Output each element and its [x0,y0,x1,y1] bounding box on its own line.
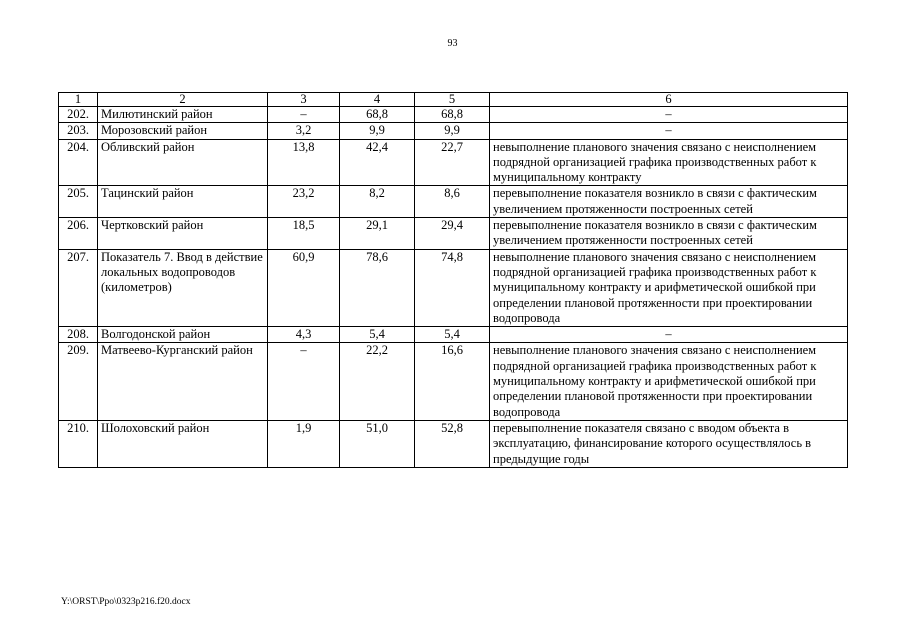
table-row [59,249,848,326]
header-col-4: 4 [340,93,415,107]
row-value-col4: 22,2 [340,343,415,420]
row-number: 204. [59,139,98,186]
row-name: Шолоховский район [98,420,268,467]
row-value-col4: 29,1 [340,218,415,250]
row-note: перевыполнение показателя возникло в связи с фактическим увеличением протяженности построенных сетей [490,186,848,218]
header-col-1: 1 [59,93,98,107]
row-note: невыполнение планового значения связано с неисполнением подрядной организацией графика производственных работ к муниципальному контракту и арифметической ошибкой при определении плановой протяженности при проектировании водопровода [490,249,848,326]
table-header-row [59,93,848,107]
row-value-col5: 22,7 [415,139,490,186]
row-name: Чертковский район [98,218,268,250]
row-value-col5: 5,4 [415,327,490,343]
row-name: Показатель 7. Ввод в действие локальных водопроводов (километров) [98,249,268,326]
row-value-col5: 68,8 [415,107,490,123]
header-col-5: 5 [415,93,490,107]
table-row [59,123,848,139]
row-note: перевыполнение показателя возникло в связи с фактическим увеличением протяженности построенных сетей [490,218,848,250]
row-value-col5: 16,6 [415,343,490,420]
row-value-col5: 8,6 [415,186,490,218]
row-value-col4: 51,0 [340,420,415,467]
table-row [59,327,848,343]
row-name: Тацинский район [98,186,268,218]
row-number: 208. [59,327,98,343]
row-name: Обливский район [98,139,268,186]
table-row [59,139,848,186]
row-number: 206. [59,218,98,250]
table-row [59,420,848,467]
row-value-col3: 1,9 [268,420,340,467]
row-note: – [490,107,848,123]
row-value-col5: 29,4 [415,218,490,250]
row-value-col3: 60,9 [268,249,340,326]
data-table [58,92,848,468]
row-name: Морозовский район [98,123,268,139]
row-note: – [490,327,848,343]
row-value-col4: 78,6 [340,249,415,326]
table-row [59,107,848,123]
row-number: 210. [59,420,98,467]
row-note: – [490,123,848,139]
row-note: невыполнение планового значения связано с неисполнением подрядной организацией графика производственных работ к муниципальному контракту и арифметической ошибкой при определении плановой протяженности при проектировании водопровода [490,343,848,420]
row-name: Волгодонской район [98,327,268,343]
row-number: 207. [59,249,98,326]
row-name: Милютинский район [98,107,268,123]
row-value-col3: 3,2 [268,123,340,139]
header-col-3: 3 [268,93,340,107]
row-number: 203. [59,123,98,139]
page-number: 93 [447,38,458,49]
row-value-col4: 5,4 [340,327,415,343]
row-value-col3: 13,8 [268,139,340,186]
table-row [59,218,848,250]
row-value-col4: 8,2 [340,186,415,218]
row-note: невыполнение планового значения связано с неисполнением подрядной организацией графика производственных работ к муниципальному контракту [490,139,848,186]
header-col-6: 6 [490,93,848,107]
row-number: 205. [59,186,98,218]
row-value-col3: 23,2 [268,186,340,218]
table-row [59,186,848,218]
row-value-col3: 4,3 [268,327,340,343]
row-name: Матвеево-Курганский район [98,343,268,420]
row-value-col3: – [268,107,340,123]
header-col-2: 2 [98,93,268,107]
row-note: перевыполнение показателя связано с вводом объекта в эксплуатацию, финансирование которого осуществлялось в предыдущие годы [490,420,848,467]
row-value-col4: 9,9 [340,123,415,139]
row-value-col5: 74,8 [415,249,490,326]
document-path: Y:\ORST\Ppo\0323p216.f20.docx [61,597,191,607]
table-row [59,343,848,420]
row-number: 209. [59,343,98,420]
row-value-col3: – [268,343,340,420]
row-value-col4: 42,4 [340,139,415,186]
row-value-col5: 9,9 [415,123,490,139]
row-value-col4: 68,8 [340,107,415,123]
row-value-col5: 52,8 [415,420,490,467]
row-value-col3: 18,5 [268,218,340,250]
row-number: 202. [59,107,98,123]
